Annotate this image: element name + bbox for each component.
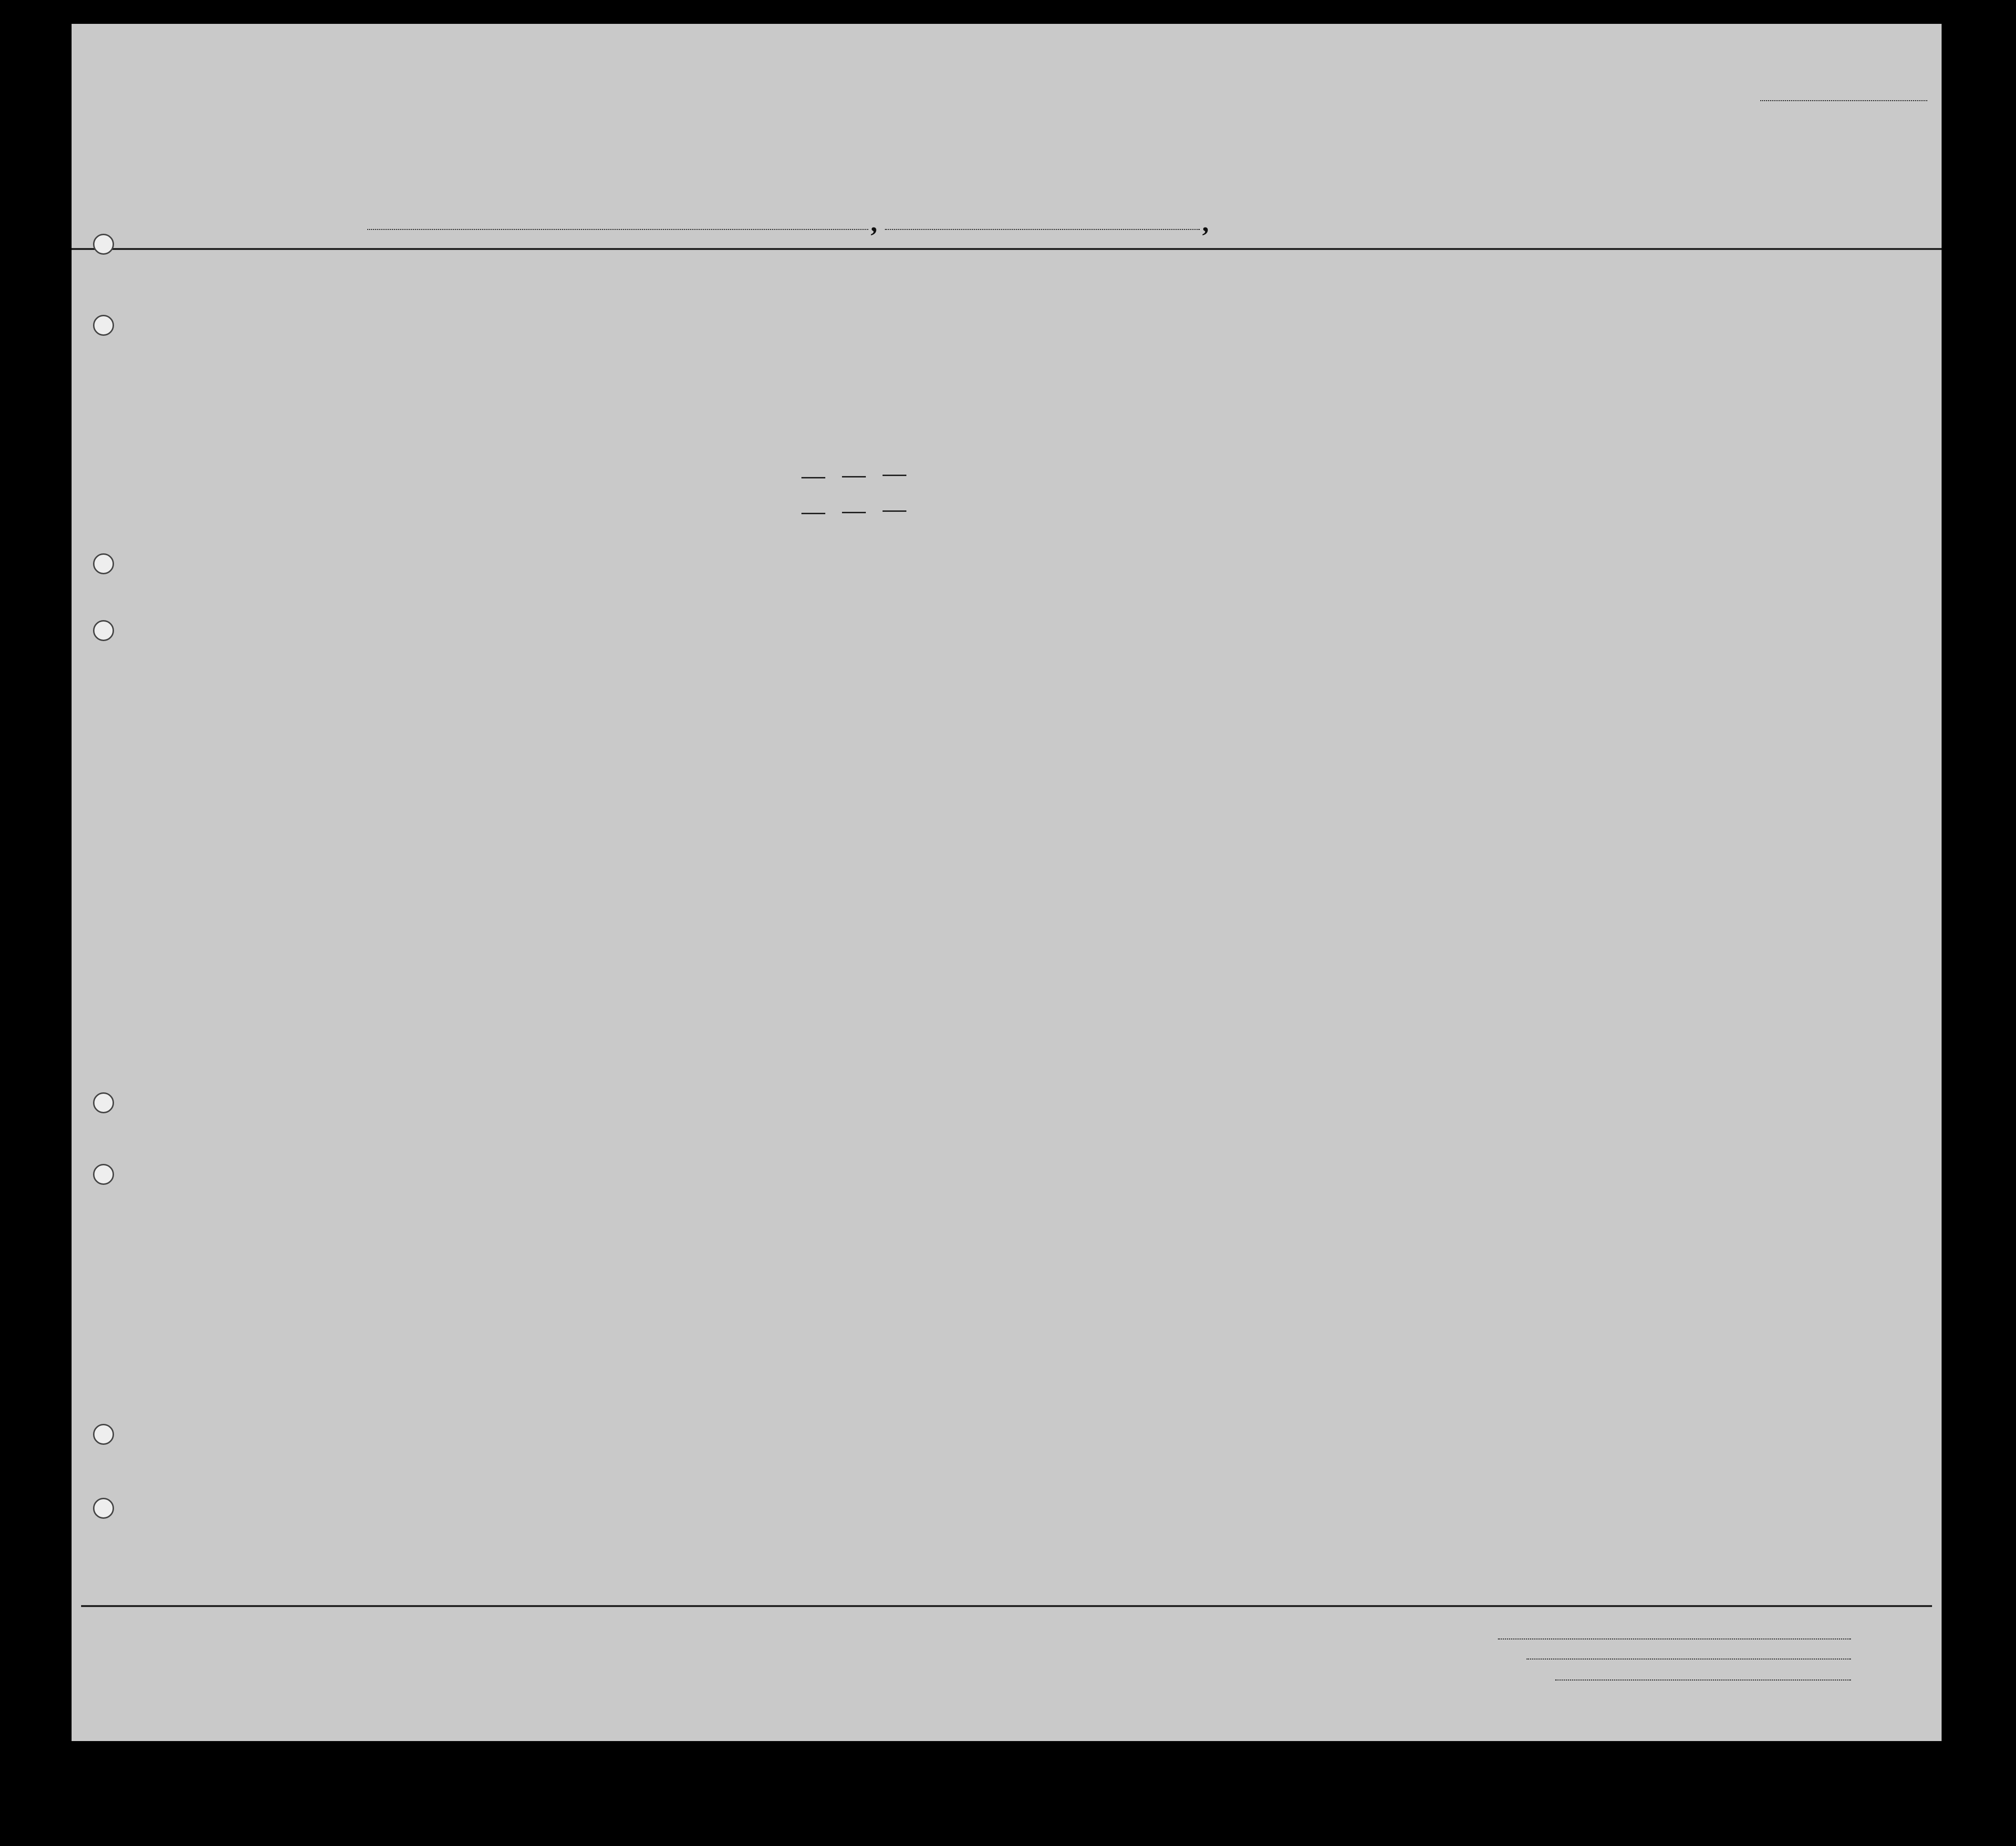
entry-1-dash-years <box>801 477 825 478</box>
manifest-sheet <box>72 24 1942 1741</box>
entry-2-dash-years <box>801 513 825 514</box>
header-money <box>724 301 748 429</box>
separator-comma: , <box>1202 208 1209 238</box>
header-labor-offer <box>1413 301 1444 429</box>
binder-hole <box>93 1498 114 1519</box>
header-feet <box>1632 401 1652 429</box>
header-anarchist <box>1336 301 1350 429</box>
entry-1-dash-date <box>883 475 906 476</box>
binder-hole <box>93 1424 114 1445</box>
binder-hole <box>93 1164 114 1185</box>
binder-hole <box>93 234 114 255</box>
entry-2-dash-date <box>883 510 906 512</box>
header-purpose-length <box>1202 334 1227 429</box>
footer-rule <box>81 1605 1932 1607</box>
header-purpose-citizen <box>1231 334 1256 429</box>
header-polygamist <box>1312 301 1326 429</box>
table-grid <box>72 24 1942 1741</box>
binder-hole <box>93 553 114 574</box>
header-prison <box>1272 301 1300 429</box>
binder-hole <box>93 1092 114 1113</box>
header-ordered-deported <box>1480 301 1506 429</box>
binder-hole <box>93 620 114 641</box>
header-purpose-return <box>1174 334 1199 429</box>
entry-2-dash-where <box>842 512 866 513</box>
separator-comma: , <box>871 208 877 238</box>
header-ticket <box>588 301 611 429</box>
binder-hole <box>93 315 114 336</box>
header-deported-one-year <box>1452 301 1473 429</box>
header-overthrow <box>1359 301 1404 429</box>
header-inches <box>1657 391 1676 429</box>
entry-1-dash-where <box>842 476 866 477</box>
